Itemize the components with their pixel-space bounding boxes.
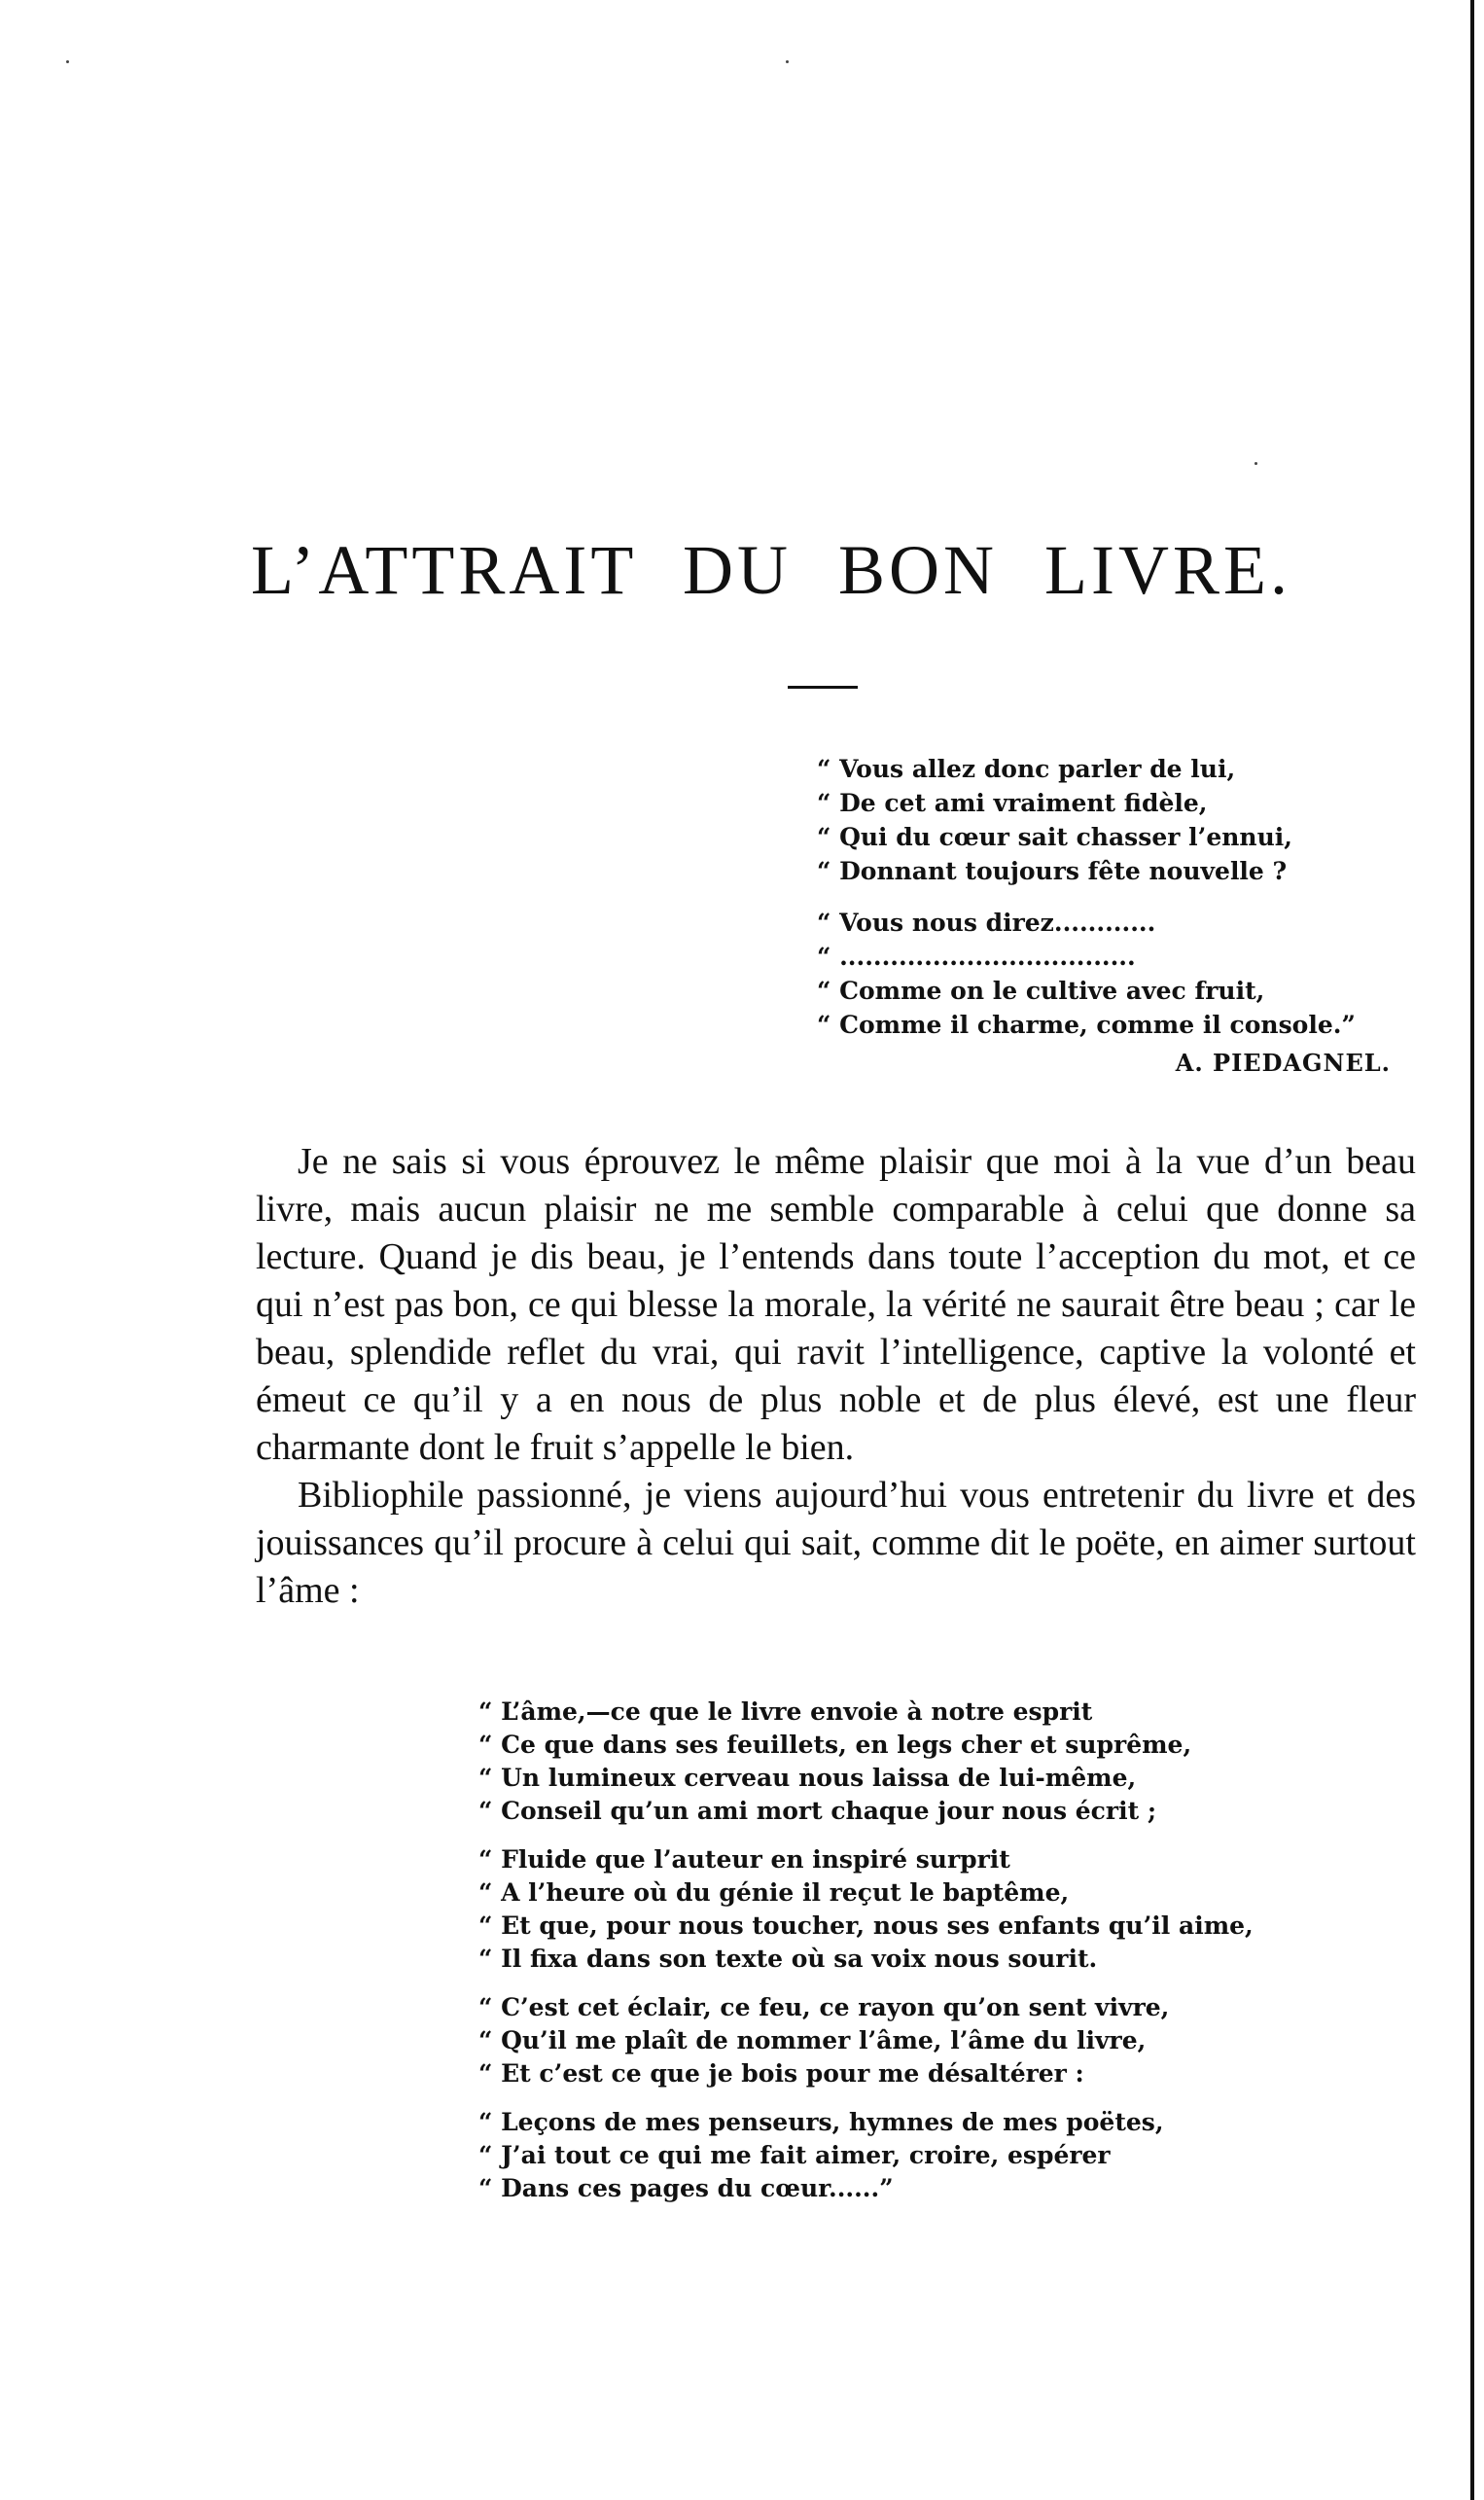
epigraph-stanza <box>817 906 1420 1042</box>
poem-line: “ Qu’il me plaît de nommer l’âme, l’âme du livre, <box>478 2026 1147 2054</box>
poem-line: “ Fluide que l’auteur en inspiré surprit <box>478 1845 1010 1874</box>
poem-line: “ Un lumineux cerveau nous laissa de lui-même, <box>478 1764 1137 1792</box>
poem-stanza <box>478 1991 1402 2090</box>
epigraph-line: “ Qui du cœur sait chasser l’ennui, <box>817 823 1292 851</box>
poem-line: “ C’est cet éclair, ce feu, ce rayon qu’on sent vivre, <box>478 1993 1170 2021</box>
poem-stanza <box>478 1696 1402 1828</box>
epigraph-stanza <box>817 752 1420 888</box>
print-speck <box>66 60 69 63</box>
epigraph-line: “ Vous allez donc parler de lui, <box>817 755 1236 783</box>
poem-line: “ Dans ces pages du cœur......” <box>478 2174 894 2202</box>
poem-stanza <box>478 2106 1402 2205</box>
epigraph-attribution: A. PIEDAGNEL. <box>1175 1049 1391 1077</box>
poem-line: “ Ce que dans ses feuillets, en legs cher et suprême, <box>478 1731 1192 1759</box>
epigraph-line: “ De cet ami vraiment fidèle, <box>817 789 1208 817</box>
epigraph <box>817 752 1420 1080</box>
poem-line: “ Et que, pour nous toucher, nous ses enfants qu’il aime, <box>478 1911 1254 1940</box>
poem-stanza <box>478 1843 1402 1976</box>
poem-line: “ Et c’est ce que je bois pour me désaltérer : <box>478 2059 1084 2088</box>
page-edge-rule <box>1470 0 1474 2500</box>
epigraph-line: “ Comme il charme, comme il console.” <box>817 1011 1356 1039</box>
poem-line: “ Il fixa dans son texte où sa voix nous sourit. <box>478 1945 1098 1973</box>
body-text <box>256 1138 1416 1615</box>
poem-line: “ A l’heure où du génie il reçut le baptême, <box>478 1878 1070 1907</box>
epigraph-line: “ Vous nous direz............ <box>817 909 1156 937</box>
page-title: L’ATTRAIT DU BON LIVRE. <box>251 531 1291 609</box>
poem-line: “ Conseil qu’un ami mort chaque jour nous écrit ; <box>478 1797 1157 1825</box>
print-speck <box>786 60 789 63</box>
poem-line: “ L’âme,—ce que le livre envoie à notre esprit <box>478 1697 1093 1726</box>
epigraph-line: “ Comme on le cultive avec fruit, <box>817 977 1265 1005</box>
epigraph-line: “ ................................... <box>817 943 1136 971</box>
paragraph: Je ne sais si vous éprouvez le même plaisir que moi à la vue d’un beau livre, mais aucun plaisir ne me semble comparable à celui que donne sa lecture. Quand je dis beau, je l’entends dans toute l’acception du mot, et ce qui n’est pas bon, ce qui blesse la morale, la vérité ne saurait être beau ; car le beau, splendide reflet du vrai, qui ravit l’intelligence, captive la volonté et émeut ce qu’il y a en nous de plus noble et de plus élevé, est une fleur charmante dont le fruit s’appelle le bien. <box>256 1141 1416 1468</box>
title-divider <box>788 686 858 689</box>
sonnet <box>478 1696 1402 2221</box>
poem-line: “ J’ai tout ce qui me fait aimer, croire, espérer <box>478 2141 1111 2169</box>
poem-line: “ Leçons de mes penseurs, hymnes de mes poëtes, <box>478 2108 1164 2136</box>
print-speck <box>1254 462 1257 465</box>
paragraph: Bibliophile passionné, je viens aujourd’hui vous entretenir du livre et des jouissances qu’il procure à celui qui sait, comme dit le poëte, en aimer surtout l’âme : <box>256 1475 1416 1611</box>
epigraph-line: “ Donnant toujours fête nouvelle ? <box>817 857 1288 885</box>
